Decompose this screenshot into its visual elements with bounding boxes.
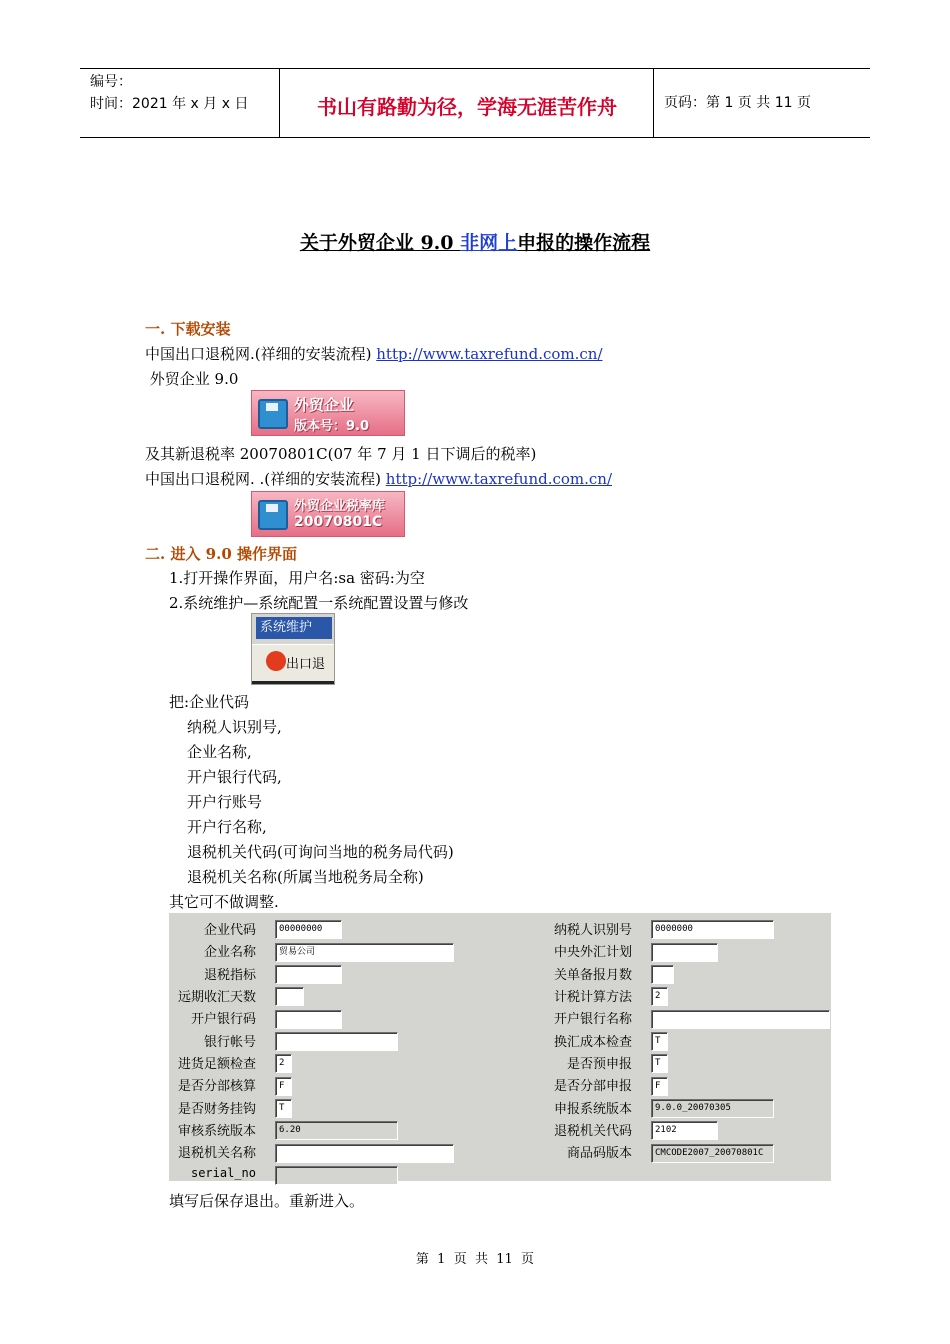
taxrefund-link-1[interactable]: http://www.taxrefund.com.cn/: [376, 345, 603, 363]
motto: 书山有路勤为径，学海无涯苦作舟: [317, 95, 617, 119]
enterprise-code-field[interactable]: 00000000: [275, 920, 342, 939]
label-tax-calc-method: 计税计算方法: [553, 990, 632, 1005]
banner1-line1: 外贸企业: [294, 396, 355, 414]
field-item: 企业名称,: [187, 743, 252, 761]
customs-months-field[interactable]: [651, 965, 674, 984]
banner2-line1: 外贸企业税率库: [294, 499, 386, 514]
document-title: [0, 228, 950, 255]
commodity-version-field[interactable]: CMCODE2007_20070801C: [651, 1144, 774, 1163]
label-bank-code: 开户银行码: [190, 1012, 256, 1027]
tax-calc-method-field[interactable]: 2: [651, 987, 668, 1006]
floppy-disk-icon: [258, 500, 288, 530]
forward-days-field[interactable]: [275, 987, 304, 1006]
label-central-fx-plan: 中央外汇计划: [553, 945, 632, 960]
label-serial-no: serial_no: [190, 1166, 256, 1180]
label-authority-code: 退税机关代码: [553, 1124, 632, 1139]
declare-version-field[interactable]: 9.0.0_20070305: [651, 1099, 774, 1118]
field-list: [187, 715, 454, 890]
authority-name-field[interactable]: [275, 1144, 454, 1163]
section2-heading: 二. 进入 9.0 操作界面: [145, 545, 297, 563]
taxpayer-id-field[interactable]: 0000000: [651, 920, 774, 939]
authority-code-field[interactable]: 2102: [651, 1121, 718, 1140]
branch-accounting-field[interactable]: F: [275, 1077, 292, 1096]
number-label: 编号：: [90, 74, 132, 90]
label-commodity-version: 商品码版本: [566, 1146, 632, 1161]
system-config-form: [169, 913, 831, 1181]
line1-text: 中国出口退税网.(祥细的安装流程): [145, 345, 377, 363]
waimao-version-banner: [251, 390, 405, 436]
refund-quota-field[interactable]: [275, 965, 342, 984]
system-maintenance-menu-screenshot: [251, 613, 335, 685]
field-item: 开户行名称,: [187, 818, 267, 836]
purchase-check-field[interactable]: 2: [275, 1054, 292, 1073]
fx-cost-check-field[interactable]: T: [651, 1032, 668, 1051]
menu-divider: [252, 681, 334, 684]
export-refund-button: [252, 644, 334, 681]
time-label: 时间：2021 年 x 月 x 日: [90, 96, 249, 112]
bank-account-field[interactable]: [275, 1032, 398, 1051]
step2: 2.系统维护—系统配置一系统配置设置与修改: [169, 594, 469, 612]
label-branch-accounting: 是否分部核算: [177, 1079, 256, 1094]
serial-no-field[interactable]: [275, 1166, 398, 1185]
page-header: [80, 68, 870, 138]
after-note: 填写后保存退出。重新进入。: [169, 1192, 365, 1210]
system-maintenance-menu: 系统维护: [256, 617, 332, 639]
label-authority-name: 退税机关名称: [177, 1146, 256, 1161]
page-info: 页码：第 1 页 共 11 页: [664, 95, 811, 111]
section1-line2: 外贸企业 9.0: [145, 370, 239, 388]
title-part1: 关于外贸企业 9.0: [299, 232, 461, 254]
field-item: 开户行账号: [187, 793, 263, 811]
central-fx-plan-field[interactable]: [651, 943, 718, 962]
bank-code-field[interactable]: [275, 1010, 342, 1029]
fields-intro: 把:企业代码: [169, 693, 250, 711]
export-refund-logo-icon: [266, 651, 286, 671]
label-customs-months: 关单备报月数: [553, 968, 632, 983]
banner1-line2: 版本号：9.0: [294, 419, 370, 434]
floppy-disk-icon: [258, 399, 288, 429]
label-pre-declare: 是否预申报: [566, 1057, 632, 1072]
label-enterprise-code: 企业代码: [203, 923, 256, 938]
pre-declare-field[interactable]: T: [651, 1054, 668, 1073]
label-enterprise-name: 企业名称: [203, 945, 256, 960]
label-bank-name: 开户银行名称: [553, 1012, 632, 1027]
other-note: 其它可不做调整.: [169, 893, 279, 911]
taxrefund-link-2[interactable]: http://www.taxrefund.com.cn/: [385, 470, 613, 488]
label-branch-declare: 是否分部申报: [553, 1079, 632, 1094]
label-purchase-check: 进货足额检查: [177, 1057, 256, 1072]
section1-line1: [145, 342, 603, 367]
field-item: 退税机关名称(所属当地税务局全称): [187, 868, 424, 886]
header-page-cell: [654, 69, 870, 137]
label-forward-days: 远期收汇天数: [177, 990, 256, 1005]
header-motto-cell: [281, 69, 654, 137]
label-refund-quota: 退税指标: [203, 968, 256, 983]
label-audit-version: 审核系统版本: [177, 1124, 256, 1139]
page-footer: 第 1 页 共 11 页: [415, 1252, 535, 1267]
section1-heading: 一. 下载安装: [145, 320, 231, 338]
section1-line4: [145, 467, 612, 492]
step1: 1.打开操作界面，用户名:sa 密码:为空: [169, 569, 425, 587]
field-item: 开户银行代码,: [187, 768, 282, 786]
bank-name-field[interactable]: [651, 1010, 830, 1029]
banner2-line2: 20070801C: [294, 514, 383, 530]
header-meta-cell: [80, 69, 280, 137]
finance-link-field[interactable]: T: [275, 1099, 292, 1118]
title-part2: 非网上: [460, 232, 518, 254]
title-part3: 申报的操作流程: [517, 232, 651, 254]
label-declare-version: 申报系统版本: [553, 1102, 632, 1117]
field-item: 退税机关代码(可询问当地的税务局代码): [187, 843, 454, 861]
field-item: 纳税人识别号,: [187, 718, 282, 736]
label-taxpayer-id: 纳税人识别号: [553, 923, 632, 938]
tax-rate-library-banner: [251, 491, 405, 537]
enterprise-name-field[interactable]: 贸易公司: [275, 943, 454, 962]
label-fx-cost-check: 换汇成本检查: [553, 1035, 632, 1050]
audit-version-field[interactable]: 6.20: [275, 1121, 398, 1140]
label-finance-link: 是否财务挂钩: [177, 1102, 256, 1117]
line4-text: 中国出口退税网. .(祥细的安装流程): [145, 470, 386, 488]
export-refund-label: 出口退: [286, 657, 326, 672]
branch-declare-field[interactable]: F: [651, 1077, 668, 1096]
label-bank-account: 银行帐号: [203, 1035, 256, 1050]
section1-line3: 及其新退税率 20070801C(07 年 7 月 1 日下调后的税率): [145, 445, 537, 463]
